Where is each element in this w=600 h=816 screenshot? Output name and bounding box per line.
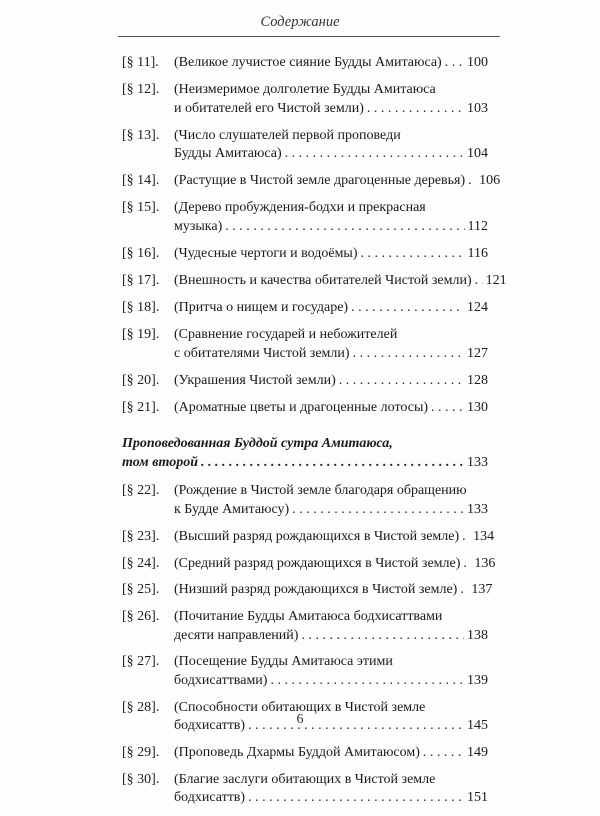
entry-title (174, 372, 488, 391)
page-number: 6 (296, 712, 304, 727)
entry-title-last-line (174, 555, 496, 574)
entry-title (174, 245, 488, 264)
entry-title-line: Будды Амитаюса) (174, 146, 282, 162)
toc-part-heading (122, 435, 488, 472)
page-ref: 112 (467, 218, 488, 234)
toc-entries-before (122, 54, 507, 417)
entry-title-line: (Великое лучистое сияние Будды Амитаюса) (174, 55, 442, 70)
page-ref: 139 (467, 672, 488, 688)
entry-title-line: (Сравнение государей и небожителей (174, 327, 398, 343)
section-number: [§ 28]. (122, 699, 160, 715)
entry-title (174, 127, 488, 164)
entry-title-line: (Неизмеримое долголетие Будды Амитаюса (174, 82, 436, 98)
entry-title-line: к Будде Амитаюсу) (174, 501, 290, 517)
page-ref: 145 (467, 718, 488, 734)
page-ref: 151 (467, 790, 488, 806)
entry-title-last-line (174, 672, 488, 691)
entry-title-last-line (174, 372, 488, 391)
entry-title-line: (Способности обитающих в Чистой земле (174, 699, 426, 715)
toc-entry (122, 399, 488, 418)
entry-title-line: (Растущие в Чистой земле драгоценные деревья) (174, 173, 466, 189)
entry-title-line: (Высший разряд рождающихся в Чистой земле) (174, 528, 460, 544)
entry-title-last-line (174, 54, 488, 73)
page-ref: 121 (485, 273, 507, 289)
part-title-line: Проповедованная Буддой сутра Амитаюса, (122, 436, 393, 452)
entry-title (174, 299, 488, 318)
page-ref: 127 (467, 345, 488, 361)
toc-entry (122, 581, 493, 600)
entry-title (174, 399, 488, 418)
section-number: [§ 26]. (122, 609, 160, 625)
dot-leader (431, 399, 464, 418)
entry-title-line: и обитателей его Чистой земли) (174, 100, 364, 116)
entry-title-line: (Рождение в Чистой земле благодаря обращению (174, 483, 467, 499)
section-number: [§ 29]. (122, 745, 160, 761)
section-number: [§ 22]. (122, 483, 160, 499)
dot-leader (423, 744, 464, 763)
entry-title (174, 528, 495, 547)
page-ref: 137 (471, 582, 493, 598)
page-ref: 103 (467, 100, 488, 116)
dot-leader (351, 299, 464, 318)
entry-title-line: (Чудесные чертоги и водоёмы) (174, 245, 358, 261)
toc-entry (122, 771, 488, 808)
toc-entry (122, 326, 488, 363)
dot-leader (462, 528, 470, 547)
page-ref: 136 (474, 555, 496, 571)
section-number: [§ 12]. (122, 82, 160, 98)
toc-entry (122, 555, 496, 574)
entry-title-line: десяти направлений) (174, 627, 299, 643)
entry-title (174, 555, 496, 574)
page-ref: 104 (467, 146, 488, 162)
page-ref: 134 (473, 528, 495, 544)
dot-leader (361, 245, 465, 264)
entry-title (174, 608, 488, 645)
dot-leader (285, 145, 464, 164)
entry-title-last-line (174, 345, 488, 364)
dot-leader (292, 501, 464, 520)
entry-title-line: (Дерево пробуждения-бодхи и прекрасная (174, 200, 426, 216)
entry-title-last-line (174, 627, 488, 646)
toc-entry (122, 482, 488, 519)
section-number: [§ 17]. (122, 273, 160, 289)
dot-leader (248, 789, 464, 808)
section-number: [§ 15]. (122, 200, 160, 216)
toc-entry (122, 528, 495, 547)
section-number: [§ 16]. (122, 245, 160, 261)
dot-leader (353, 345, 464, 364)
page-ref: 133 (467, 454, 488, 470)
entry-title-line: бодхисаттв) (174, 718, 246, 734)
entry-title-line: (Притча о нищем и государе) (174, 300, 349, 316)
entry-title-line: с обитателями Чистой земли) (174, 345, 350, 361)
section-number: [§ 19]. (122, 327, 160, 343)
entry-title (174, 81, 488, 118)
entry-title-line: (Число слушателей первой проповеди (174, 127, 401, 143)
toc-entries-after (122, 482, 496, 807)
section-number: [§ 11]. (122, 55, 159, 70)
dot-leader (468, 172, 476, 191)
page-ref: 128 (467, 372, 488, 388)
entry-title-last-line (174, 218, 488, 237)
section-number: [§ 20]. (122, 372, 160, 388)
entry-title (174, 326, 488, 363)
page-ref: 116 (467, 245, 488, 261)
toc-entry (122, 172, 501, 191)
page-ref: 124 (467, 300, 488, 316)
entry-title-line: (Украшения Чистой земли) (174, 372, 336, 388)
dot-leader (225, 218, 464, 237)
part-title-line: том второй (122, 454, 199, 470)
entry-title-line: музыка) (174, 218, 223, 234)
section-number: [§ 18]. (122, 300, 160, 316)
toc-entry (122, 372, 488, 391)
dot-leader (301, 627, 464, 646)
entry-title-last-line (174, 744, 488, 763)
dot-leader (463, 555, 471, 574)
entry-title-line: (Почитание Будды Амитаюса бодхисаттвами (174, 609, 443, 625)
page-ref: 130 (467, 399, 488, 415)
entry-title-line: (Благие заслуги обитающих в Чистой земле (174, 771, 436, 787)
entry-title-last-line (174, 581, 493, 600)
section-number: [§ 30]. (122, 771, 160, 787)
section-number: [§ 21]. (122, 399, 160, 415)
entry-title-line: (Внешность и качества обитателей Чистой земли) (174, 273, 472, 289)
section-number: [§ 24]. (122, 555, 160, 571)
dot-leader (460, 581, 468, 600)
toc-entry (122, 744, 488, 763)
entry-title-line: (Низший разряд рождающихся в Чистой земле) (174, 582, 458, 598)
page-ref: 138 (467, 627, 488, 643)
entry-title (174, 744, 488, 763)
entry-title (174, 653, 488, 690)
dot-leader (445, 54, 464, 73)
entry-title-last-line (174, 272, 507, 291)
entry-title-line: (Проповедь Дхармы Буддой Амитаюсом) (174, 745, 420, 761)
dot-leader (367, 100, 464, 119)
entry-title (174, 581, 493, 600)
entry-title-last-line (174, 145, 488, 164)
dot-leader (201, 454, 464, 473)
section-number: [§ 14]. (122, 173, 160, 189)
toc-entry (122, 245, 488, 264)
toc-entry (122, 653, 488, 690)
section-number: [§ 23]. (122, 528, 160, 544)
page-ref: 149 (467, 745, 488, 761)
entry-title-last-line (174, 789, 488, 808)
page-ref: 100 (467, 55, 488, 70)
entry-title (174, 54, 488, 73)
entry-title-last-line (174, 501, 488, 520)
part-title-last-line (122, 454, 488, 473)
table-of-contents (122, 54, 507, 816)
entry-title-last-line (174, 299, 488, 318)
page-ref: 133 (467, 501, 488, 517)
toc-entry (122, 299, 488, 318)
dot-leader (270, 672, 464, 691)
toc-entry (122, 608, 488, 645)
entry-title (174, 272, 507, 291)
dot-leader (339, 372, 464, 391)
entry-title-last-line (174, 172, 501, 191)
section-number: [§ 13]. (122, 127, 160, 143)
entry-title-last-line (174, 399, 488, 418)
dot-leader (475, 272, 483, 291)
toc-entry (122, 199, 488, 236)
entry-title-last-line (174, 245, 488, 264)
entry-title-last-line (174, 528, 495, 547)
entry-title-line: (Средний разряд рождающихся в Чистой земле) (174, 555, 461, 571)
section-number: [§ 25]. (122, 582, 160, 598)
toc-entry (122, 272, 507, 291)
entry-title-line: (Посещение Будды Амитаюса этими (174, 654, 393, 670)
header-rule (118, 36, 500, 37)
section-number: [§ 27]. (122, 654, 160, 670)
page-ref: 106 (479, 173, 501, 189)
running-head: Содержание (260, 14, 340, 30)
entry-title (174, 199, 488, 236)
toc-entry (122, 81, 488, 118)
entry-title-line: (Ароматные цветы и драгоценные лотосы) (174, 399, 429, 415)
toc-entry (122, 127, 488, 164)
entry-title (174, 172, 501, 191)
entry-title-line: бодхисаттвами) (174, 672, 268, 688)
entry-title-last-line (174, 100, 488, 119)
entry-title-line: бодхисаттв) (174, 790, 246, 806)
toc-entry (122, 54, 488, 73)
entry-title (174, 771, 488, 808)
entry-title (174, 482, 488, 519)
